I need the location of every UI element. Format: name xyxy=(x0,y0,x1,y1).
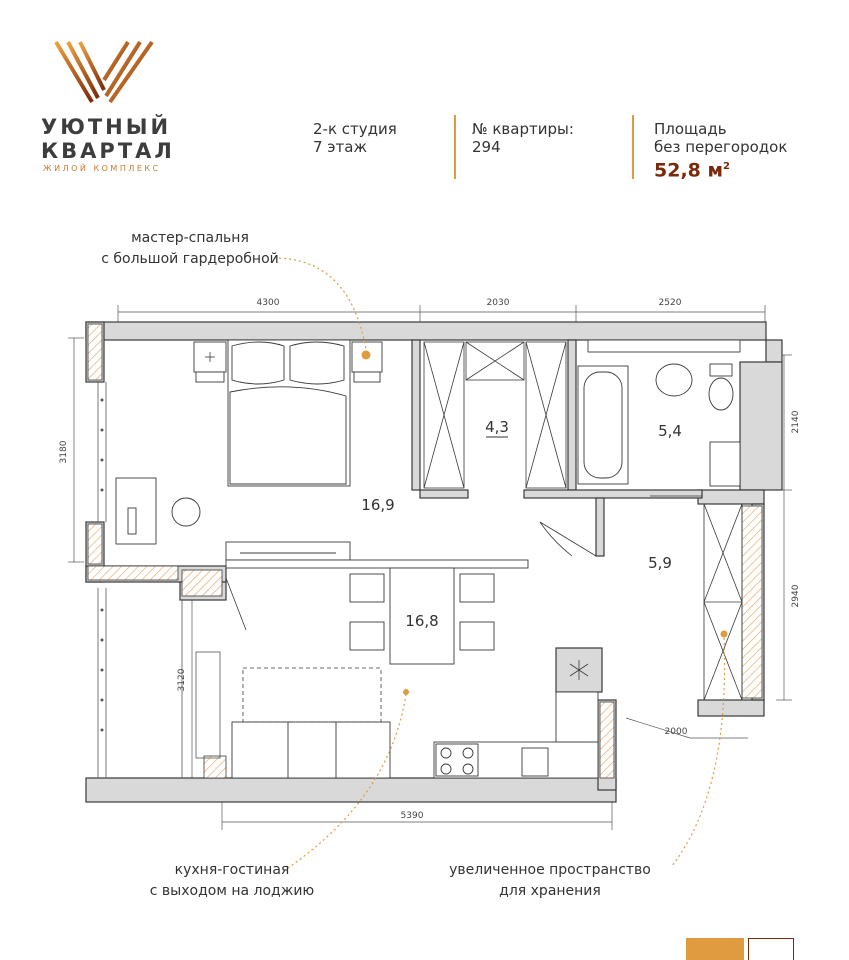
kitchen-living-furniture xyxy=(226,560,598,778)
floor-indicator-active xyxy=(686,938,744,960)
room-area-bedroom: 16,9 xyxy=(361,496,395,514)
callout-storage xyxy=(430,860,670,902)
dim-top-right: 2520 xyxy=(658,298,682,308)
area-value-number: 52,8 м xyxy=(654,159,724,182)
callout-storage-line1: увеличенное пространство xyxy=(449,862,651,878)
dim-left-upper: 3180 xyxy=(59,440,69,464)
room-area-bathroom: 5,4 xyxy=(658,422,682,440)
storage-callout-dot xyxy=(721,631,728,638)
apartment-number-label: № квартиры: xyxy=(472,120,574,138)
apartment-number-value: 294 xyxy=(472,138,501,156)
dim-right-lower: 2940 xyxy=(791,584,801,608)
brand-subtitle: ЖИЛОЙ КОМПЛЕКС xyxy=(43,164,161,173)
bathroom-fixtures xyxy=(578,340,740,486)
apartment-type-line: 2-к студия xyxy=(313,120,397,138)
bedroom-callout-dot xyxy=(362,351,371,360)
brand-name-line2: КВАРТАЛ xyxy=(41,139,175,163)
floor-line: 7 этаж xyxy=(313,138,367,156)
floor-indicator-cell xyxy=(748,938,794,960)
dim-bottom: 5390 xyxy=(400,811,424,821)
bedroom-furniture xyxy=(116,340,382,560)
area-label-line1: Площадь xyxy=(654,120,727,138)
callout-bedroom-line1: мастер-спальня xyxy=(131,230,249,246)
dim-left-lower: 3120 xyxy=(177,668,187,692)
area-label-line2: без перегородок xyxy=(654,138,788,156)
callout-bedroom-line2: с большой гардеробной xyxy=(101,251,279,267)
dim-corridor: 2000 xyxy=(664,727,688,737)
callout-storage-line2: для хранения xyxy=(499,883,601,899)
room-area-kitchen-living: 16,8 xyxy=(405,612,439,630)
hatched-walls xyxy=(88,324,762,778)
dim-right-upper: 2140 xyxy=(791,410,801,434)
callout-kitchen xyxy=(132,860,332,902)
wardrobe xyxy=(424,342,566,488)
callout-kitchen-line1: кухня-гостиная xyxy=(174,862,290,878)
brand-name-line1: УЮТНЫЙ xyxy=(41,115,172,139)
tv-zone-outline xyxy=(243,668,381,722)
callout-kitchen-line2: с выходом на лоджию xyxy=(149,883,315,899)
dim-top-left: 4300 xyxy=(256,298,280,308)
dim-top-mid: 2030 xyxy=(486,298,510,308)
storage-wardrobe xyxy=(704,504,742,700)
room-area-wardrobe: 4,3 xyxy=(485,418,509,436)
callout-bedroom xyxy=(100,228,280,270)
area-unit-superscript: 2 xyxy=(723,161,730,172)
room-area-hall: 5,9 xyxy=(648,554,672,572)
